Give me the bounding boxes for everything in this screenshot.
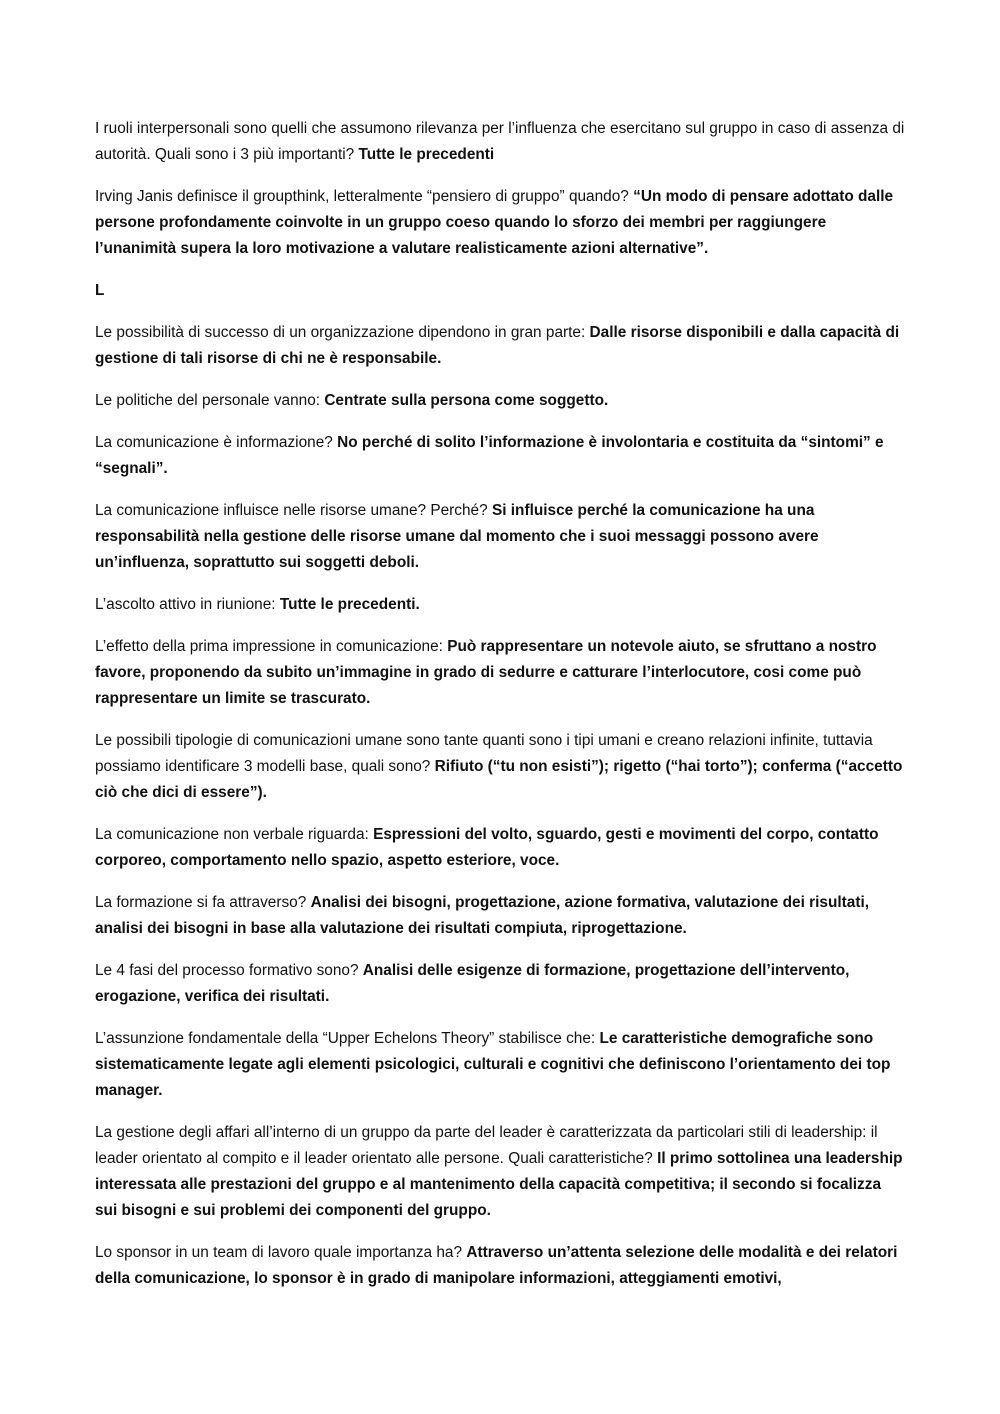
question-text: L’assunzione fondamentale della “Upper Echelons Theory” stabilisce che: xyxy=(95,1030,600,1047)
answer-text: Dalle risorse disponibili e dalla capacità di gestione di tali risorse di chi ne è responsabile. xyxy=(95,324,900,367)
qa-paragraph-2 xyxy=(95,184,907,262)
question-text: Le possibilità di successo di un organizzazione dipendono in gran parte: xyxy=(95,324,590,341)
document-page xyxy=(95,116,907,1308)
qa-paragraph-7 xyxy=(95,592,907,618)
question-text: L’effetto della prima impressione in comunicazione: xyxy=(95,638,448,655)
answer-text: Tutte le precedenti. xyxy=(279,596,420,613)
question-text: Lo sponsor in un team di lavoro quale importanza ha? xyxy=(95,1244,467,1261)
answer-text: No perché di solito l’informazione è involontaria e costituita da “sintomi” e “segnali”. xyxy=(95,434,884,477)
answer-text: Centrate sulla persona come soggetto. xyxy=(324,392,609,409)
question-text: La comunicazione influisce nelle risorse umane? Perché? xyxy=(95,502,492,519)
question-text: La comunicazione non verbale riguarda: xyxy=(95,826,374,843)
qa-paragraph-10 xyxy=(95,822,907,874)
answer-text: Espressioni del volto, sguardo, gesti e movimenti del corpo, contatto corporeo, comportamento nello spazio, aspetto esteriore, voce. xyxy=(95,826,879,869)
answer-text: Le caratteristiche demografiche sono sistematicamente legate agli elementi psicologici, culturali e cognitivi che definiscono l’orientamento dei top manager. xyxy=(95,1030,891,1099)
question-text: I ruoli interpersonali sono quelli che assumono rilevanza per l’influenza che esercitano sul gruppo in caso di assenza di autorità. Quali sono i 3 più importanti? xyxy=(95,120,905,163)
question-text: Irving Janis definisce il groupthink, letteralmente “pensiero di gruppo” quando? xyxy=(95,188,634,205)
qa-paragraph-13 xyxy=(95,1026,907,1104)
question-text: Le possibili tipologie di comunicazioni umane sono tante quanti sono i tipi umani e creano relazioni infinite, tuttavia possiamo identificare 3 modelli base, quali sono? xyxy=(95,732,873,775)
question-text: La comunicazione è informazione? xyxy=(95,434,338,451)
qa-paragraph-11 xyxy=(95,890,907,942)
qa-paragraph-8 xyxy=(95,634,907,712)
answer-text: Può rappresentare un notevole aiuto, se sfruttano a nostro favore, proponendo da subito un’immagine in grado di sedurre e catturare l’interlocutore, cosi come può rappresentare un limite se trascurato. xyxy=(95,638,877,707)
qa-paragraph-9 xyxy=(95,728,907,806)
question-text: La gestione degli affari all’interno di un gruppo da parte del leader è caratterizzata da particolari stili di leadership: il leader orientato al compito e il leader orientato alle persone. Quali caratteristiche? xyxy=(95,1124,878,1167)
qa-paragraph-12 xyxy=(95,958,907,1010)
qa-paragraph-6 xyxy=(95,498,907,576)
qa-paragraph-15 xyxy=(95,1240,907,1292)
qa-paragraph-3 xyxy=(95,320,907,372)
answer-text: Analisi delle esigenze di formazione, progettazione dell’intervento, erogazione, verifica dei risultati. xyxy=(95,962,850,1005)
answer-text: Tutte le precedenti xyxy=(358,146,495,163)
answer-text: Si influisce perché la comunicazione ha una responsabilità nella gestione delle risorse umane dal momento che i suoi messaggi possono avere un’influenza, soprattutto sui soggetti deboli. xyxy=(95,502,819,571)
answer-text: Attraverso un’attenta selezione delle modalità e dei relatori della comunicazione, lo sponsor è in grado di manipolare informazioni, atteggiamenti emotivi, xyxy=(95,1244,898,1287)
qa-paragraph-4 xyxy=(95,388,907,414)
qa-paragraph-5 xyxy=(95,430,907,482)
answer-text: Rifiuto (“tu non esisti”); rigetto (“hai torto”); conferma (“accetto ciò che dici di essere”). xyxy=(95,758,903,801)
question-text: Le politiche del personale vanno: xyxy=(95,392,325,409)
section-letter: L xyxy=(95,282,105,299)
answer-text: Analisi dei bisogni, progettazione, azione formativa, valutazione dei risultati, analisi dei bisogni in base alla valutazione dei risultati compiuta, riprogettazione. xyxy=(95,894,870,937)
qa-paragraph-1 xyxy=(95,116,907,168)
question-text: Le 4 fasi del processo formativo sono? xyxy=(95,962,363,979)
qa-paragraph-14 xyxy=(95,1120,907,1224)
answer-text: Il primo sottolinea una leadership interessata alle prestazioni del gruppo e al mantenimento della capacità competitiva; il secondo si focalizza sui bisogni e sui problemi dei componenti del gruppo. xyxy=(95,1150,903,1219)
question-text: L’ascolto attivo in riunione: xyxy=(95,596,280,613)
question-text: La formazione si fa attraverso? xyxy=(95,894,311,911)
answer-text: “Un modo di pensare adottato dalle persone profondamente coinvolte in un gruppo coeso quando lo sforzo dei membri per raggiungere l’unanimità supera la loro motivazione a valutare realisticamente azioni alternative”. xyxy=(95,188,894,257)
